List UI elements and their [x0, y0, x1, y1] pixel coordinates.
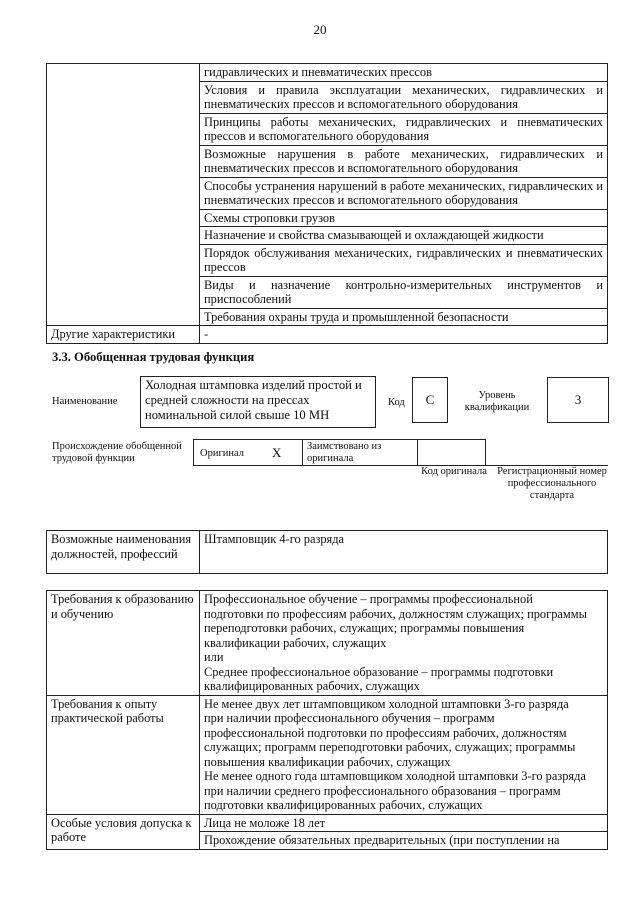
knowledge-row: гидравлических и пневматических прессов	[200, 64, 608, 82]
other-characteristics-label: Другие характеристики	[47, 326, 200, 344]
code-original-caption: Код оригинала	[421, 466, 487, 477]
code-original-cell	[417, 439, 486, 465]
education-line: квалификации рабочих, служащих	[204, 635, 387, 650]
reg-number-caption: Регистрационный номер профессионального стандарта	[497, 466, 607, 501]
origin-row	[193, 439, 608, 466]
name-value: Холодная штамповка изделий простой и средней сложности на прессах номинальной силой свыше 10 МН	[140, 376, 376, 428]
experience-value	[200, 695, 608, 814]
experience-line: Не менее двух лет штамповщиком холодной штамповки 3-го разряда	[204, 696, 569, 711]
name-label: Наименование	[52, 396, 118, 407]
experience-line: при наличии среднего профессионального образования – программ	[204, 783, 561, 798]
experience-line: подготовки квалифицированных рабочих, служащих	[204, 798, 483, 812]
education-line: переподготовки рабочих, служащих; программы повышения	[204, 621, 525, 635]
knowledge-label-cell	[47, 64, 200, 326]
positions-table	[46, 530, 608, 574]
level-value: 3	[547, 377, 609, 423]
knowledge-row: Условия и правила эксплуатации механических, гидравлических и пневматических прессов и вспомогательного оборудования	[200, 81, 608, 113]
education-label: Требования к образованию и обучению	[47, 591, 200, 696]
knowledge-row: Требования охраны труда и промышленной безопасности	[200, 308, 608, 326]
positions-value: Штамповщик 4-го разряда	[200, 531, 608, 574]
reg-number-cell	[486, 439, 608, 464]
requirements-table	[46, 590, 608, 850]
experience-line: при наличии профессионального обучения – программ	[204, 711, 495, 725]
level-label: Уровень квалификации	[464, 390, 530, 413]
education-line: квалифицированных рабочих, служащих	[204, 679, 420, 693]
experience-line: Не менее одного года штамповщиком холодной штамповки 3-го разряда	[204, 769, 586, 783]
code-label: Код	[388, 397, 405, 408]
special-conditions-line: Лица не моложе 18 лет	[200, 814, 608, 832]
knowledge-row: Порядок обслуживания механических, гидравлических и пневматических прессов	[200, 244, 608, 276]
experience-line: профессиональной подготовки по профессиям рабочих, должностям	[204, 725, 567, 740]
education-line: подготовки по профессиям рабочих, должностям служащих; программы	[204, 606, 587, 621]
special-conditions-line: Прохождение обязательных предварительных (при поступлении на	[200, 832, 608, 850]
experience-line: служащих; программ переподготовки рабочих, служащих; программы	[204, 740, 576, 754]
special-conditions-label: Особые условия допуска к работе	[47, 814, 200, 849]
origin-label: Происхождение обобщенной трудовой функции	[52, 441, 182, 464]
knowledge-row: Схемы строповки грузов	[200, 209, 608, 227]
borrowed-cell	[301, 439, 418, 465]
original-mark: Х	[272, 445, 282, 460]
original-cell	[193, 439, 303, 465]
code-value: С	[412, 377, 448, 423]
positions-label: Возможные наименования должностей, профессий	[47, 531, 200, 574]
knowledge-row: Возможные нарушения в работе механических, гидравлических и пневматических прессов и вспомогательного оборудования	[200, 145, 608, 177]
original-label: Оригинал	[200, 448, 244, 459]
section-title: 3.3. Обобщенная трудовая функция	[52, 350, 255, 364]
knowledge-row: Принципы работы механических, гидравлических и пневматических прессов и вспомогательного оборудования	[200, 113, 608, 145]
experience-line: повышения квалификации рабочих, служащих	[204, 754, 451, 769]
education-line: Профессиональное обучение – программы профессиональной	[204, 592, 533, 606]
knowledge-row: Назначение и свойства смазывающей и охлаждающей жидкости	[200, 227, 608, 245]
education-line: или	[204, 650, 224, 664]
knowledge-row: Виды и назначение контрольно-измерительных инструментов и приспособлений	[200, 276, 608, 308]
borrowed-label: Заимствовано из оригинала	[307, 441, 382, 464]
experience-label: Требования к опыту практической работы	[47, 695, 200, 814]
page-number: 20	[313, 22, 327, 37]
education-value	[200, 591, 608, 696]
knowledge-row: Способы устранения нарушений в работе механических, гидравлических и пневматических прессов и вспомогательного оборудования	[200, 177, 608, 209]
education-line: Среднее профессиональное образование – программы подготовки	[204, 664, 554, 679]
knowledge-table	[46, 63, 608, 344]
other-characteristics-value: -	[200, 326, 608, 344]
